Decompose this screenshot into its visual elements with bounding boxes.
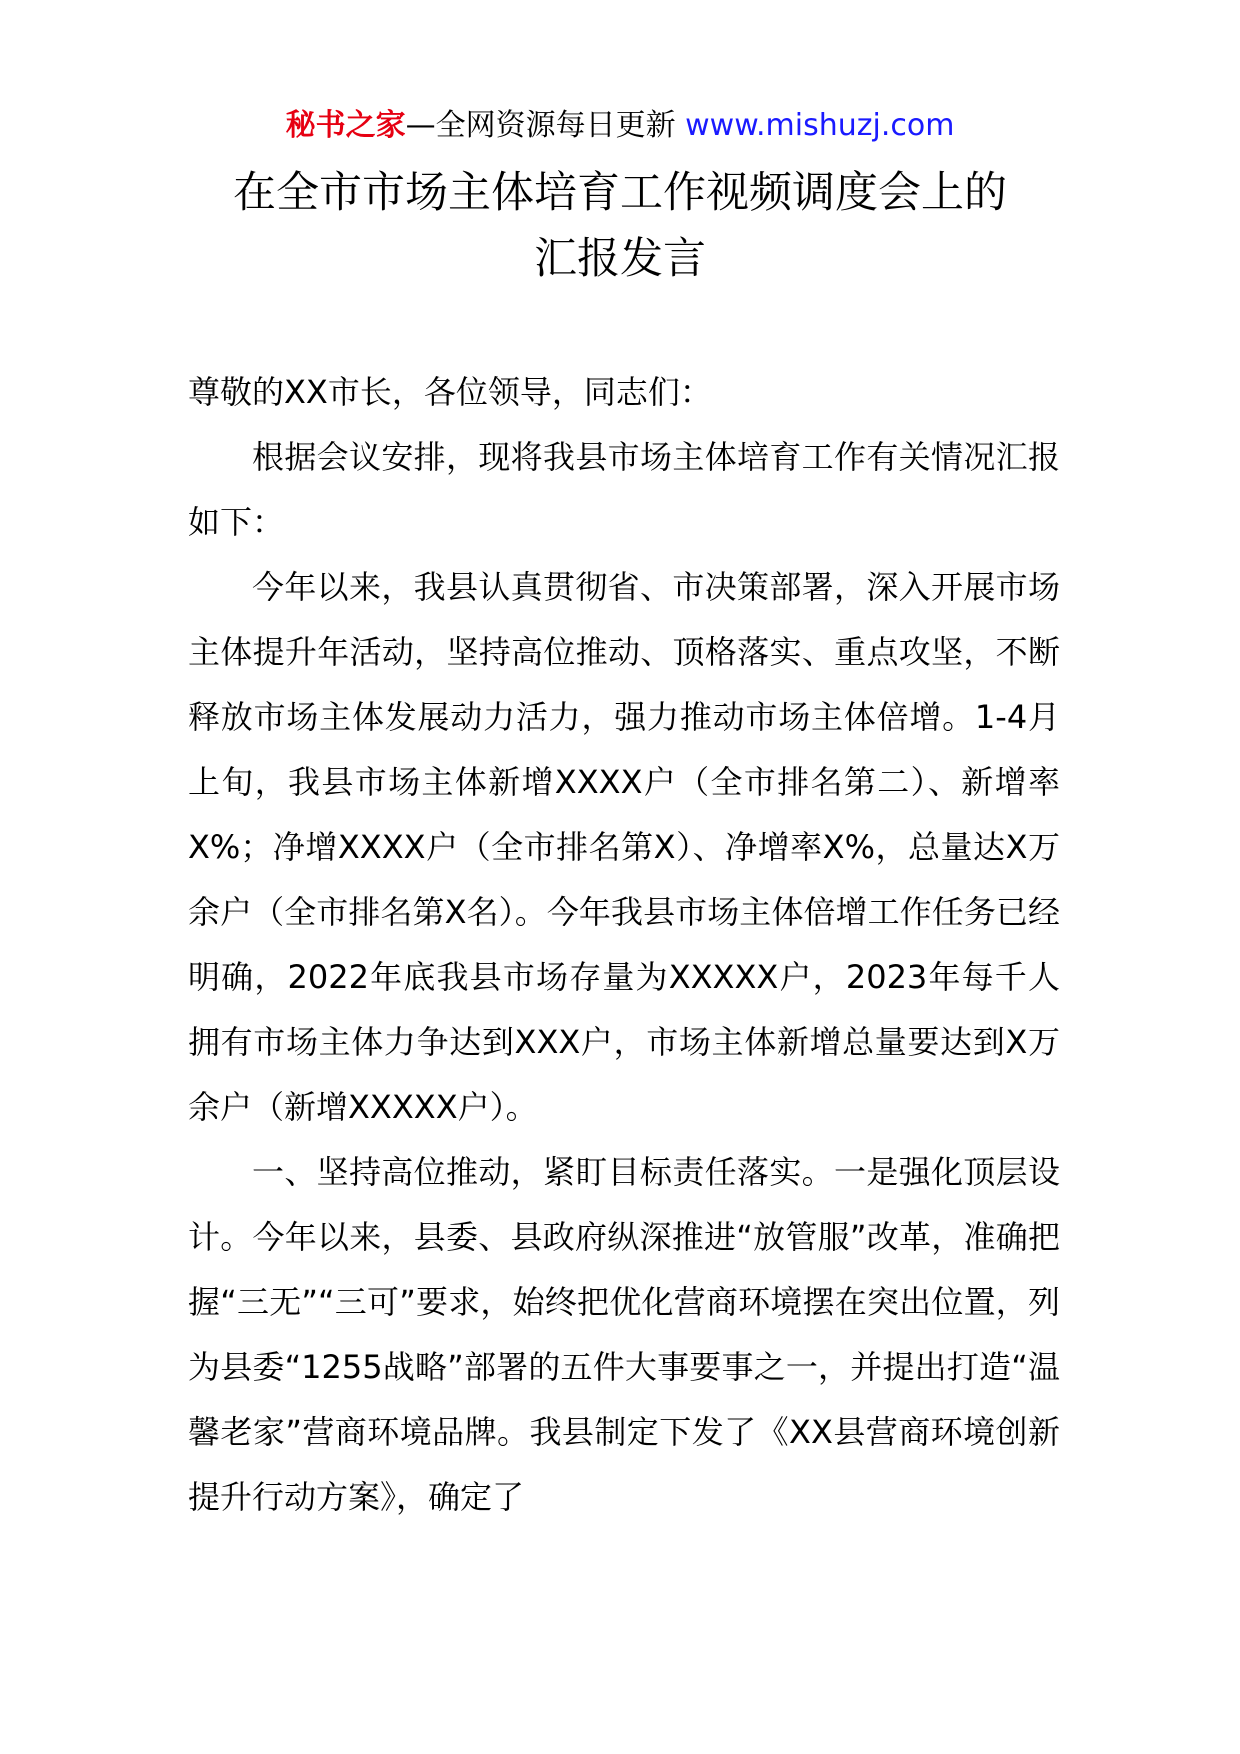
site-url-link[interactable]: www.mishuzj.com — [685, 108, 955, 143]
document-title — [140, 160, 1100, 292]
salutation: 尊敬的XX市长，各位领导，同志们： — [188, 373, 712, 411]
document-body — [188, 360, 1060, 1530]
title-line-1: 在全市市场主体培育工作视频调度会上的 — [233, 168, 1007, 218]
title-line-2: 汇报发言 — [534, 234, 706, 284]
paragraph-overview: 今年以来，我县认真贯彻省、市决策部署，深入开展市场主体提升年活动，坚持高位推动、顶格落实、重点攻坚，不断释放市场主体发展动力活力，强力推动市场主体倍增。1-4月上旬，我县市场主体新增XXXX户（全市排名第二）、新增率X%；净增XXXX户（全市排名第X）、净增率X%，总量达X万余户（全市排名第X名）。今年我县市场主体倍增工作任务已经明确，2022年底我县市场存量为XXXXX户，2023年每千人拥有市场主体力争达到XXX户，市场主体新增总量要达到X万余户（新增XXXXX户）。 — [188, 568, 1060, 1126]
paragraph-section-one: 一、坚持高位推动，紧盯目标责任落实。一是强化顶层设计。今年以来，县委、县政府纵深推进“放管服”改革，准确把握“三无”“三可”要求，始终把优化营商环境摆在突出位置，列为县委“1255战略”部署的五件大事要事之一，并提出打造“温馨老家”营商环境品牌。我县制定下发了《XX县营商环境创新提升行动方案》，确定了 — [188, 1153, 1060, 1516]
paragraph-intro: 根据会议安排，现将我县市场主体培育工作有关情况汇报如下： — [188, 438, 1060, 541]
header-slogan: —全网资源每日更新 — [405, 108, 676, 143]
brand-name: 秘书之家 — [285, 108, 406, 143]
site-header — [0, 104, 1240, 148]
